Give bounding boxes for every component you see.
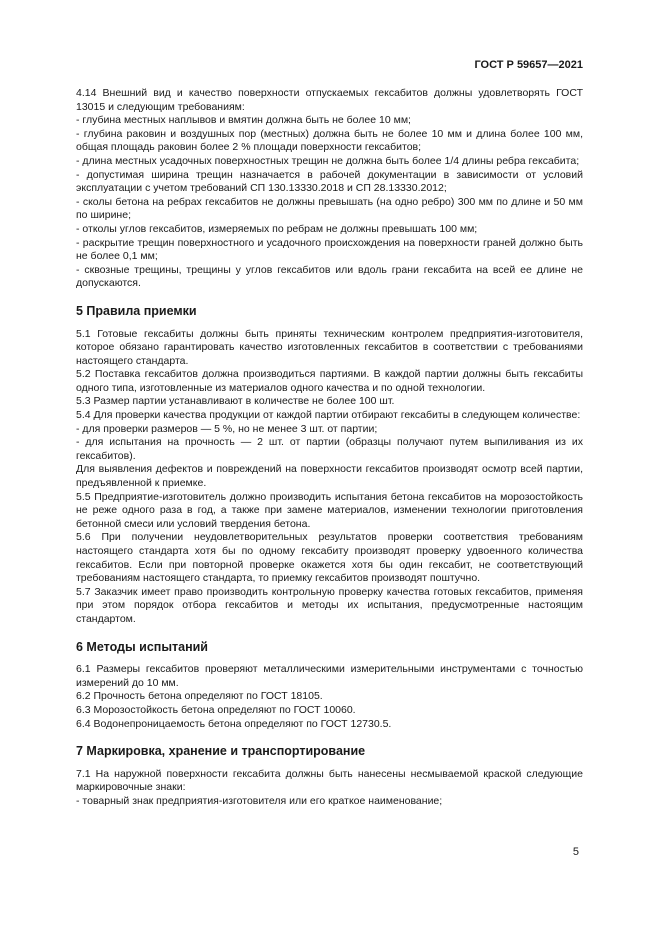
document-id: ГОСТ Р 59657—2021 [474, 59, 583, 71]
paragraph-6-4: 6.4 Водонепроницаемость бетона определяют по ГОСТ 12730.5. [76, 717, 392, 730]
paragraph-6-2: 6.2 Прочность бетона определяют по ГОСТ 18105. [76, 690, 323, 703]
list-item: - сквозные трещины, трещины у углов гексабитов или вдоль грани гексабита на всей ее длине не допускаются. [76, 263, 583, 290]
paragraph-5-3: 5.3 Размер партии устанавливают в количестве не более 100 шт. [76, 395, 395, 408]
list-item: - сколы бетона на ребрах гексабитов не должны превышать (на одно ребро) 300 мм по длине и 50 мм по ширине; [76, 195, 583, 222]
paragraph-5-4-note: Для выявления дефектов и повреждений на поверхности гексабитов производят осмотр всей партии, предъявленной к приемке. [76, 463, 583, 490]
paragraph-4-14: 4.14 Внешний вид и качество поверхности отпускаемых гексабитов должны удовлетворять ГОСТ 13015 и следующим требованиям: [76, 87, 583, 113]
paragraph-7-1: 7.1 На наружной поверхности гексабита должны быть нанесены несмываемой краской следующие маркировочные знаки: [76, 767, 583, 794]
paragraph-5-4: 5.4 Для проверки качества продукции от каждой партии отбирают гексабиты в следующем количестве: [76, 409, 581, 422]
page-number: 5 [572, 846, 579, 858]
paragraph-5-5: 5.5 Предприятие-изготовитель должно производить испытания бетона гексабитов на морозостойкость не реже одного раза в год, а также при замене материалов, изменении технологии приготовления бетонной смеси или условий твердения бетона. [76, 490, 583, 530]
paragraph-5-7: 5.7 Заказчик имеет право производить контрольную проверку качества готовых гексабитов, применяя при этом порядок отбора гексабитов и методы их испытания, предусмотренные настоящим стандартом. [76, 585, 583, 625]
list-item: - длина местных усадочных поверхностных трещин не должна быть более 1/4 длины ребра гексабита; [76, 154, 580, 167]
list-item: - товарный знак предприятия-изготовителя или его краткое наименование; [76, 794, 443, 807]
list-item: - допустимая ширина трещин назначается в рабочей документации в зависимости от условий эксплуатации с учетом требований СП 130.13330.2018 и СП 28.13330.2012; [76, 168, 583, 195]
paragraph-6-1: 6.1 Размеры гексабитов проверяют металлическими измерительными инструментами с точностью измерений до 10 мм. [76, 663, 583, 689]
paragraph-5-6: 5.6 При получении неудовлетворительных результатов проверки соответствия требованиям настоящего стандарта хотя бы по одному гексабиту производят проверку удвоенного количества гексабитов. Если при повторной проверке окажется хотя бы один гексабит, не соответствующий требованиям настоящего стандарта, то приемку гексабитов производят поштучно. [76, 531, 583, 585]
paragraph-5-1: 5.1 Готовые гексабиты должны быть приняты техническим контролем предприятия-изготовителя, которое обязано гарантировать качество изготовленных гексабитов в соответствии с требованиями настоящего стандарта. [76, 327, 583, 367]
section-7-heading: 7 Маркировка, хранение и транспортирование [76, 744, 366, 759]
section-6-heading: 6 Методы испытаний [76, 639, 208, 654]
list-item: - отколы углов гексабитов, измеряемых по ребрам не должны превышать 100 мм; [76, 222, 478, 235]
list-item: - для испытания на прочность — 2 шт. от партии (образцы получают путем выпиливания из их гексабитов). [76, 436, 583, 462]
list-item: - глубина местных наплывов и вмятин должна быть не более 10 мм; [76, 114, 411, 127]
list-item: - для проверки размеров — 5 %, но не менее 3 шт. от партии; [76, 422, 378, 435]
list-item: - глубина раковин и воздушных пор (местных) должна быть не более 10 мм и длина более 100 мм, общая площадь раковин более 2 % площади поверхности гексабитов; [76, 127, 583, 154]
paragraph-5-2: 5.2 Поставка гексабитов должна производиться партиями. В каждой партии должны быть гексабиты одного типа, изготовленные из материалов одного качества и по одной технологии. [76, 368, 583, 394]
paragraph-6-3: 6.3 Морозостойкость бетона определяют по ГОСТ 10060. [76, 703, 356, 716]
section-5-heading: 5 Правила приемки [76, 303, 197, 318]
page-content [76, 87, 583, 809]
list-item: - раскрытие трещин поверхностного и усадочного происхождения на поверхности граней должно быть не более 0,1 мм; [76, 236, 583, 263]
